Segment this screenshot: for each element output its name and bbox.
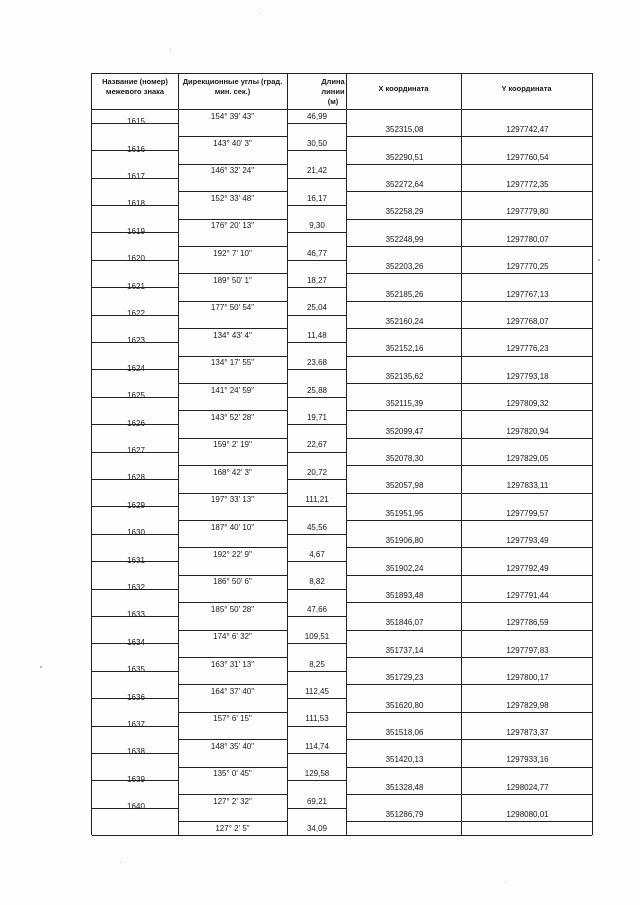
point-name-cell: 1616 [127,144,145,154]
point-name-cell: 1625 [127,391,145,401]
row-divider [346,821,592,822]
x-coordinate-cell: 352078,30 [385,454,424,463]
header-y: Y координата [501,84,552,93]
row-divider [287,123,346,124]
point-name-cell: 1626 [127,418,145,428]
row-divider [346,301,592,302]
row-divider [178,410,287,411]
y-coordinate-cell: 1297833,11 [506,481,549,491]
line-length-cell: 129,58 [304,769,330,779]
row-divider [178,164,287,165]
row-divider [287,287,346,288]
point-name-cell: 1631 [127,555,145,565]
row-divider [178,465,287,466]
row-divider [178,438,287,439]
direction-angle-cell: 154° 39' 43" [210,111,255,121]
row-divider [346,246,592,247]
row-divider [287,780,346,781]
row-divider [346,684,592,685]
y-coordinate-cell: 1297791,44 [506,591,549,600]
x-coordinate-cell: 352290,51 [385,152,424,162]
scan-speck [505,882,506,883]
row-divider [346,191,592,192]
line-length-cell: 11,48 [307,330,327,340]
y-coordinate-cell: 1297767,13 [506,289,549,299]
row-divider [346,410,592,411]
direction-angle-cell: 141° 24' 59" [210,385,255,395]
y-coordinate-cell: 1297792,49 [506,563,549,573]
table-bottom-border [92,835,592,836]
row-divider [287,753,346,754]
table-top-border [92,73,592,74]
line-length-cell: 45,56 [306,522,328,532]
point-name-cell: 1638 [127,747,145,757]
y-coordinate-cell: 1297793,49 [506,536,549,546]
x-coordinate-cell: 351893,48 [385,591,424,600]
row-divider [287,726,346,727]
x-coordinate-cell: 351951,95 [385,508,424,518]
row-divider [346,630,592,631]
row-divider [178,547,287,548]
x-coordinate-cell: 351286,79 [385,810,424,820]
line-length-cell: 69,21 [306,796,328,806]
row-divider [287,698,346,699]
point-name-cell: 1624 [127,363,145,373]
row-divider [346,602,592,603]
y-coordinate-cell: 1297829,05 [506,454,549,463]
column-divider [287,73,288,835]
y-coordinate-cell: 1297933,16 [506,755,549,765]
y-coordinate-cell: 1297780,07 [506,234,549,244]
x-coordinate-cell: 351902,24 [385,563,424,573]
point-name-cell: 1629 [127,500,145,510]
y-coordinate-cell: 1298080,01 [506,810,549,820]
row-divider [178,383,287,384]
column-divider [346,73,347,835]
x-coordinate-cell: 351420,13 [385,755,424,765]
point-name-cell: 1622 [127,309,145,318]
point-name-cell: 1632 [127,583,145,592]
x-coordinate-cell: 351906,80 [385,536,424,546]
row-divider [178,739,287,740]
row-divider [287,315,346,316]
x-coordinate-cell: 352160,24 [385,317,424,326]
direction-angle-cell: 157° 6' 15" [213,714,252,724]
point-name-cell: 1615 [127,117,145,127]
direction-angle-cell: 197° 33' 13" [210,495,255,505]
row-divider [178,602,287,603]
line-length-cell: 22,67 [306,440,328,450]
row-divider [346,328,592,329]
row-divider [178,767,287,768]
direction-angle-cell: 174° 6' 32" [213,632,252,642]
row-divider [287,232,346,233]
y-coordinate-cell: 1297820,94 [506,426,549,436]
y-coordinate-cell: 1297797,83 [506,645,549,655]
line-length-cell: 25,88 [306,385,328,395]
row-divider [346,547,592,548]
row-divider [287,397,346,398]
row-divider [346,739,592,740]
line-length-cell: 8,25 [309,659,325,669]
line-length-cell: 21,42 [306,166,328,176]
row-divider [346,383,592,384]
x-coordinate-cell: 352115,39 [385,399,424,409]
direction-angle-cell: 192° 7' 10" [213,248,252,258]
x-coordinate-cell: 351737,14 [385,645,424,655]
row-divider [287,342,346,343]
header-length: Длина линии (м) [321,77,345,106]
x-coordinate-cell: 351518,06 [385,728,424,737]
row-divider [287,369,346,370]
row-divider [346,794,592,795]
row-divider [178,273,287,274]
x-coordinate-cell: 352152,16 [385,344,424,354]
column-divider [178,73,179,835]
column-divider [461,73,462,835]
row-divider [178,301,287,302]
row-divider [178,246,287,247]
row-divider [178,821,287,822]
y-coordinate-cell: 1297776,23 [506,344,549,354]
row-divider [346,657,592,658]
line-length-cell: 34,09 [306,823,328,833]
point-name-cell: 1636 [127,692,145,702]
scan-speck [40,666,42,668]
y-coordinate-cell: 1297793,18 [506,371,549,381]
direction-angle-cell: 187° 40' 10" [210,522,255,532]
point-name-cell: 1630 [127,528,145,538]
y-coordinate-cell: 1297779,80 [506,207,549,217]
row-divider [287,506,346,507]
point-name-cell: 1627 [127,446,145,455]
x-coordinate-cell: 352315,08 [385,125,424,135]
x-coordinate-cell: 351328,48 [385,782,424,792]
direction-angle-cell: 127° 2' 32" [213,796,252,806]
row-divider [178,684,287,685]
row-divider [287,424,346,425]
direction-angle-cell: 168° 42' 3" [213,467,252,477]
direction-angle-cell: 185° 50' 28" [210,604,255,614]
x-coordinate-cell: 352203,26 [385,262,424,272]
header-bottom-border [92,109,592,110]
row-divider [178,191,287,192]
line-length-cell: 25,04 [306,303,328,313]
row-divider [346,219,592,220]
row-divider [287,534,346,535]
row-divider [287,616,346,617]
line-length-cell: 8,82 [309,577,325,587]
boundary-coordinates-table [91,73,593,835]
y-coordinate-cell: 1297786,59 [506,618,549,628]
row-divider [178,630,287,631]
point-name-cell: 1619 [127,226,145,236]
y-coordinate-cell: 1297873,37 [506,728,549,737]
row-divider [178,493,287,494]
direction-angle-cell: 134° 43' 4" [213,330,252,340]
direction-angle-cell: 164° 37' 40" [210,686,255,696]
x-coordinate-cell: 351846,07 [385,618,424,628]
line-length-cell: 19,71 [306,412,328,422]
row-divider [287,205,346,206]
scan-speck [120,862,121,863]
direction-angle-cell: 176° 20' 13" [210,221,255,231]
scan-speck [170,49,171,50]
row-divider [178,794,287,795]
direction-angle-cell: 192° 22' 9" [213,549,252,559]
point-name-cell: 1618 [127,199,145,209]
direction-angle-cell: 159° 2' 19" [213,440,252,450]
row-divider [346,438,592,439]
y-coordinate-cell: 1297770,25 [506,262,549,272]
direction-angle-cell: 163° 31' 13" [210,659,255,669]
row-divider [346,465,592,466]
line-length-cell: 20,72 [306,467,328,477]
line-length-cell: 18,27 [306,275,328,285]
x-coordinate-cell: 352099,47 [385,426,424,436]
header-name: Название (номер) межевого знака [102,77,168,96]
line-length-cell: 114,74 [305,741,329,751]
y-coordinate-cell: 1298024,77 [506,782,549,792]
y-coordinate-cell: 1297768,07 [506,317,549,326]
direction-angle-cell: 127° 2' 5" [215,823,250,833]
x-coordinate-cell: 352185,26 [385,289,424,299]
y-coordinate-cell: 1297799,57 [506,508,549,518]
row-divider [287,479,346,480]
row-divider [287,452,346,453]
x-coordinate-cell: 352258,29 [385,207,424,217]
header-x: X координата [378,84,429,93]
x-coordinate-cell: 352057,98 [385,481,424,491]
point-name-cell: 1639 [127,774,145,784]
direction-angle-cell: 189° 50' 1" [213,275,252,285]
direction-angle-cell: 146° 32' 24" [210,166,255,176]
point-name-cell: 1633 [127,610,145,620]
row-divider [287,808,346,809]
row-divider [346,273,592,274]
line-length-cell: 9,30 [309,221,325,231]
row-divider [287,643,346,644]
y-coordinate-cell: 1297809,32 [506,399,549,409]
row-divider [178,712,287,713]
y-coordinate-cell: 1297760,54 [506,152,549,162]
direction-angle-cell: 177° 50' 54" [210,303,255,313]
y-coordinate-cell: 1297742,47 [506,125,549,135]
row-divider [346,575,592,576]
point-name-cell: 1635 [127,665,145,675]
row-divider [287,671,346,672]
point-name-cell: 1621 [127,281,145,291]
direction-angle-cell: 152° 33' 48" [210,193,255,203]
line-length-cell: 23,68 [306,358,328,368]
row-divider [178,328,287,329]
point-name-cell: 1637 [127,720,145,729]
row-divider [178,520,287,521]
point-name-cell: 1634 [127,637,145,647]
x-coordinate-cell: 352272,64 [385,180,424,189]
line-length-cell: 111,53 [305,714,329,724]
direction-angle-cell: 135° 0' 45" [213,769,252,779]
y-coordinate-cell: 1297829,98 [506,700,549,710]
line-length-cell: 46,99 [306,111,328,121]
row-divider [346,356,592,357]
row-divider [178,657,287,658]
x-coordinate-cell: 352135,62 [385,371,424,381]
x-coordinate-cell: 351729,23 [385,673,424,683]
scan-speck [598,259,600,261]
direction-angle-cell: 143° 52' 28" [210,412,255,422]
row-divider [346,493,592,494]
row-divider [287,260,346,261]
row-divider [178,356,287,357]
y-coordinate-cell: 1297800,17 [506,673,549,683]
row-divider [178,219,287,220]
line-length-cell: 16,17 [306,193,328,203]
x-coordinate-cell: 352248,99 [385,234,424,244]
row-divider [287,561,346,562]
row-divider [287,150,346,151]
line-length-cell: 4,67 [309,549,325,559]
header-angle: Дирекционные углы (град. мин. сек.) [182,77,283,96]
row-divider [346,767,592,768]
row-divider [346,520,592,521]
y-coordinate-cell: 1297772,35 [506,180,549,189]
point-name-cell: 1623 [127,336,145,346]
line-length-cell: 47,66 [306,604,328,614]
direction-angle-cell: 143° 40' 3" [213,138,252,148]
row-divider [346,164,592,165]
direction-angle-cell: 186° 50' 6" [213,577,252,587]
direction-angle-cell: 148° 35' 40" [210,741,255,751]
x-coordinate-cell: 351620,80 [385,700,424,710]
line-length-cell: 30,50 [306,138,328,148]
point-name-cell: 1628 [127,473,145,483]
point-name-cell: 1640 [127,802,145,812]
row-divider [287,589,346,590]
line-length-cell: 109,51 [304,632,330,642]
row-divider [287,178,346,179]
row-divider [178,575,287,576]
point-name-cell: 1617 [127,172,145,181]
row-divider [178,136,287,137]
line-length-cell: 46,77 [306,248,328,258]
row-divider [346,712,592,713]
row-divider [346,136,592,137]
scan-speck [260,13,261,14]
direction-angle-cell: 134° 17' 55" [210,358,255,368]
point-name-cell: 1620 [127,254,145,264]
line-length-cell: 111,21 [305,495,329,505]
line-length-cell: 112,45 [305,686,329,696]
